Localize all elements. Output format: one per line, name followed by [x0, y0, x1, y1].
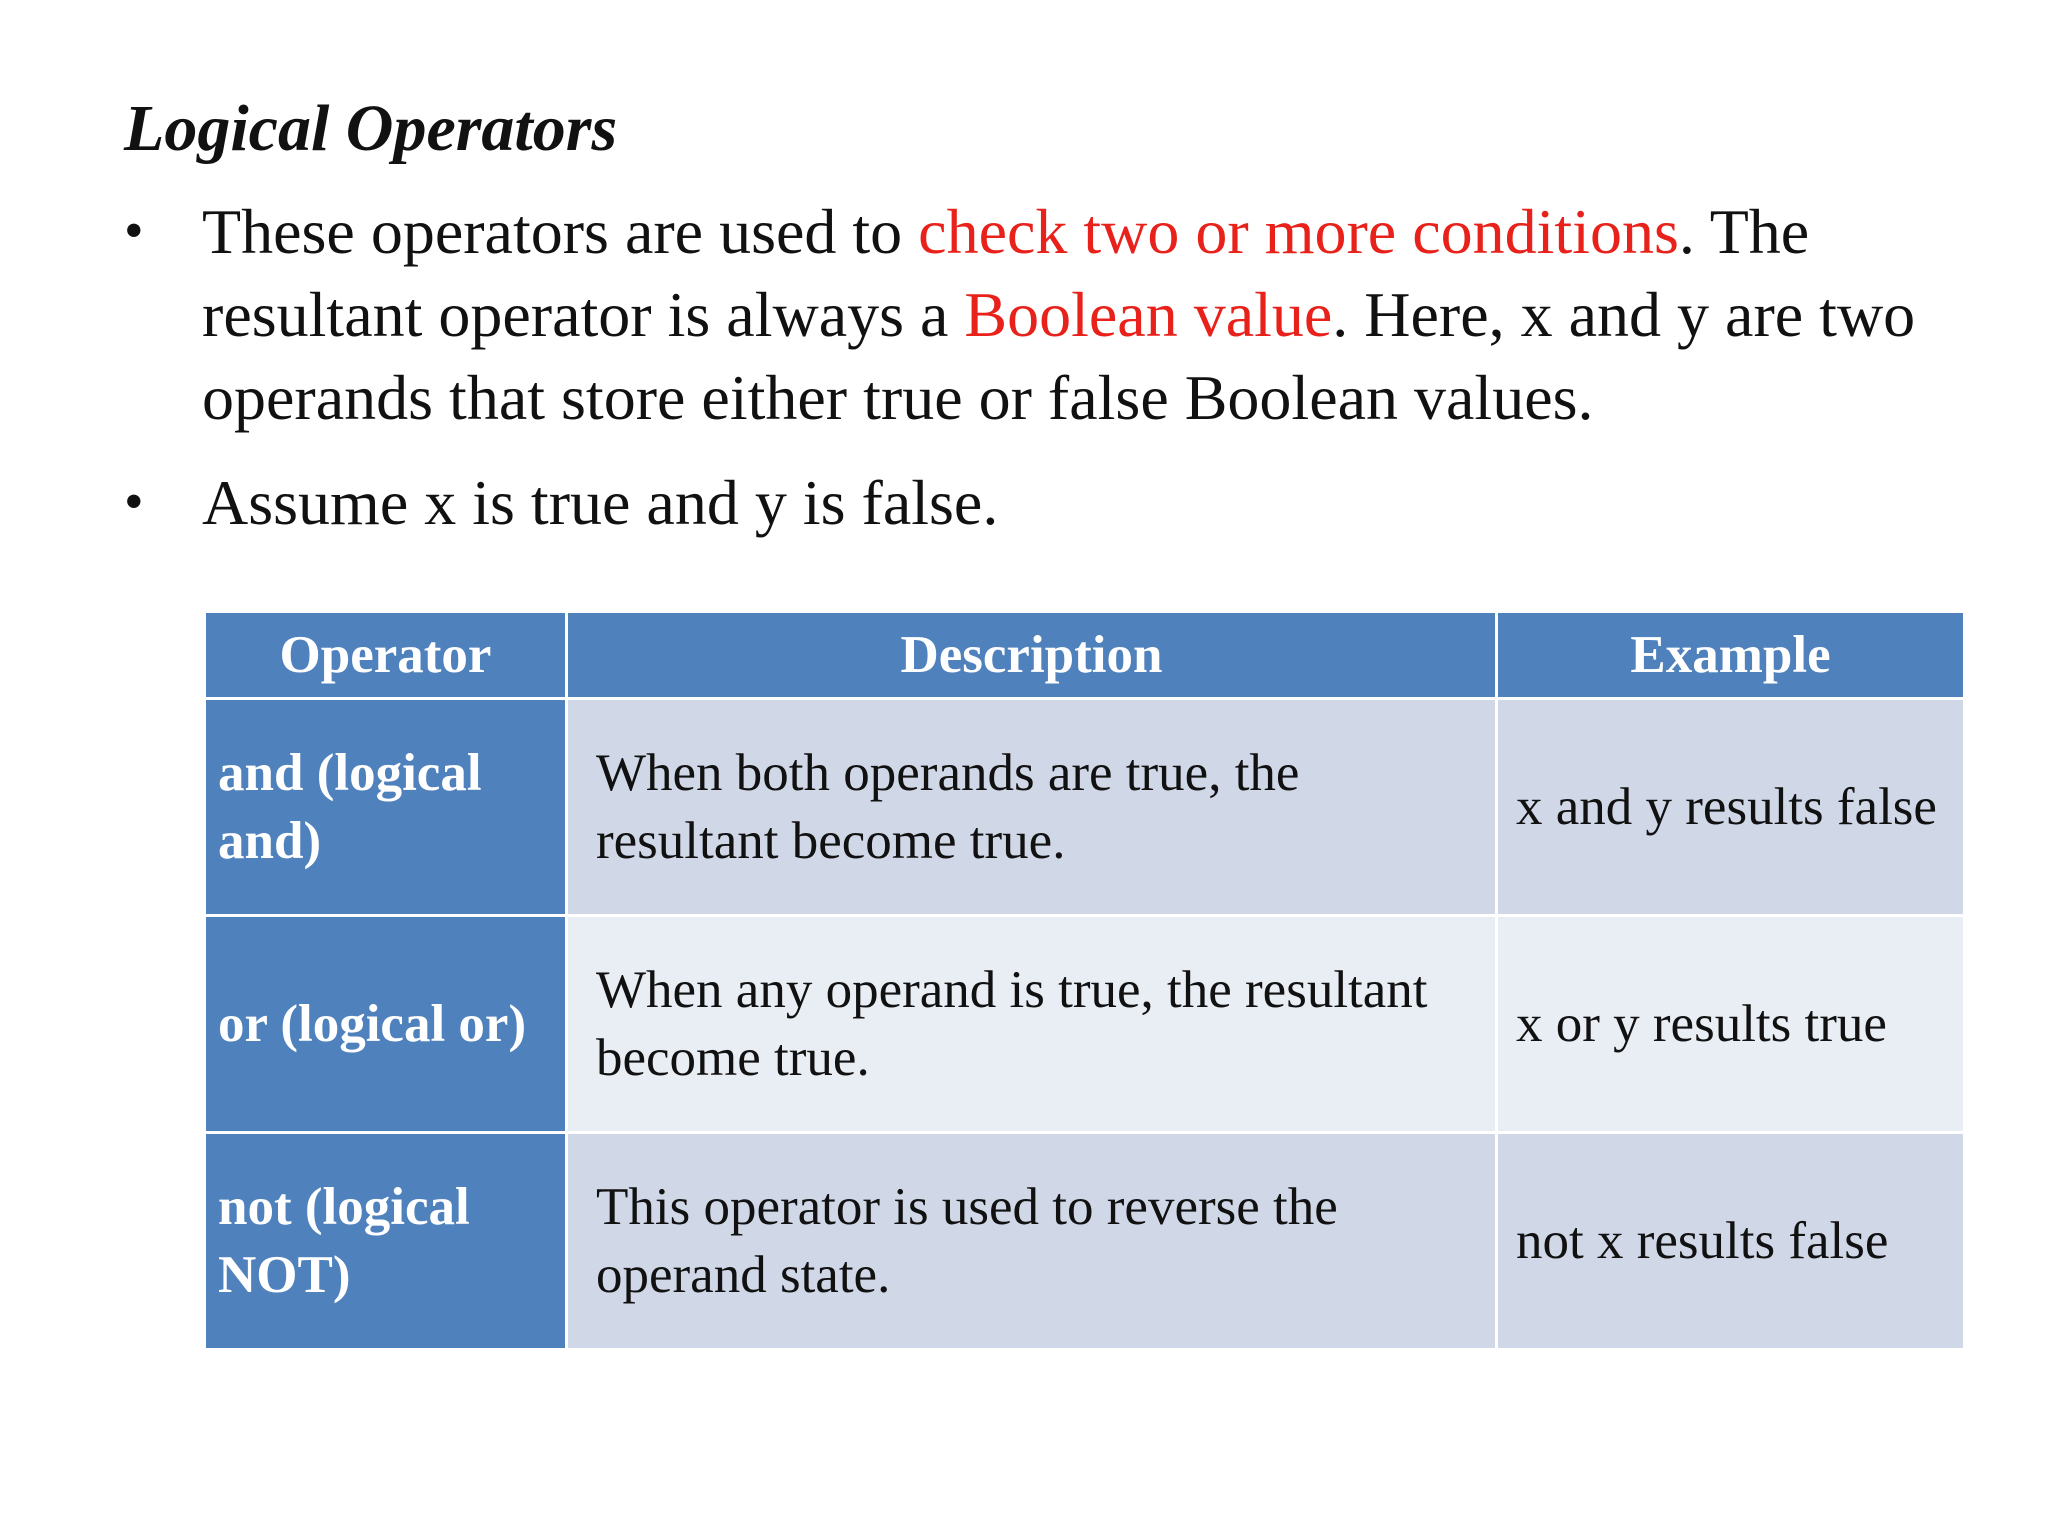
- description-cell: When any operand is true, the resultant become true.: [567, 916, 1497, 1133]
- header-operator: Operator: [205, 612, 567, 699]
- operator-cell: or (logical or): [205, 916, 567, 1133]
- logical-operators-table: [203, 610, 1966, 1351]
- bullet-text-part: . The resultant operator is always a: [202, 196, 1810, 350]
- description-cell: When both operands are true, the resultant become true.: [567, 699, 1497, 916]
- slide-title: Logical Operators: [124, 92, 618, 165]
- bullet-text-part: Assume x is true and y is false.: [202, 467, 999, 538]
- table-row: [205, 699, 1965, 916]
- table-header-row: [205, 612, 1965, 699]
- bullet-icon: •: [124, 200, 144, 262]
- operator-cell: and (logical and): [205, 699, 567, 916]
- table-row: [205, 1133, 1965, 1350]
- bullet-text-part: . Here, x and y are two operands that store either true or false Boolean values.: [202, 279, 1916, 433]
- highlight-check-conditions: check two or more conditions: [918, 196, 1679, 267]
- example-cell: not x results false: [1497, 1133, 1965, 1350]
- table-row: [205, 916, 1965, 1133]
- bullet-icon: •: [124, 471, 144, 533]
- header-description: Description: [567, 612, 1497, 699]
- description-cell: This operator is used to reverse the operand state.: [567, 1133, 1497, 1350]
- highlight-boolean-value: Boolean value: [964, 279, 1333, 350]
- header-example: Example: [1497, 612, 1965, 699]
- bullet-item-operators-purpose: [124, 190, 1954, 439]
- example-cell: x or y results true: [1497, 916, 1965, 1133]
- bullet-list: [124, 190, 1954, 566]
- operator-cell: not (logical NOT): [205, 1133, 567, 1350]
- bullet-text-part: These operators are used to: [202, 196, 919, 267]
- example-cell: x and y results false: [1497, 699, 1965, 916]
- bullet-item-assumption: [124, 461, 1954, 544]
